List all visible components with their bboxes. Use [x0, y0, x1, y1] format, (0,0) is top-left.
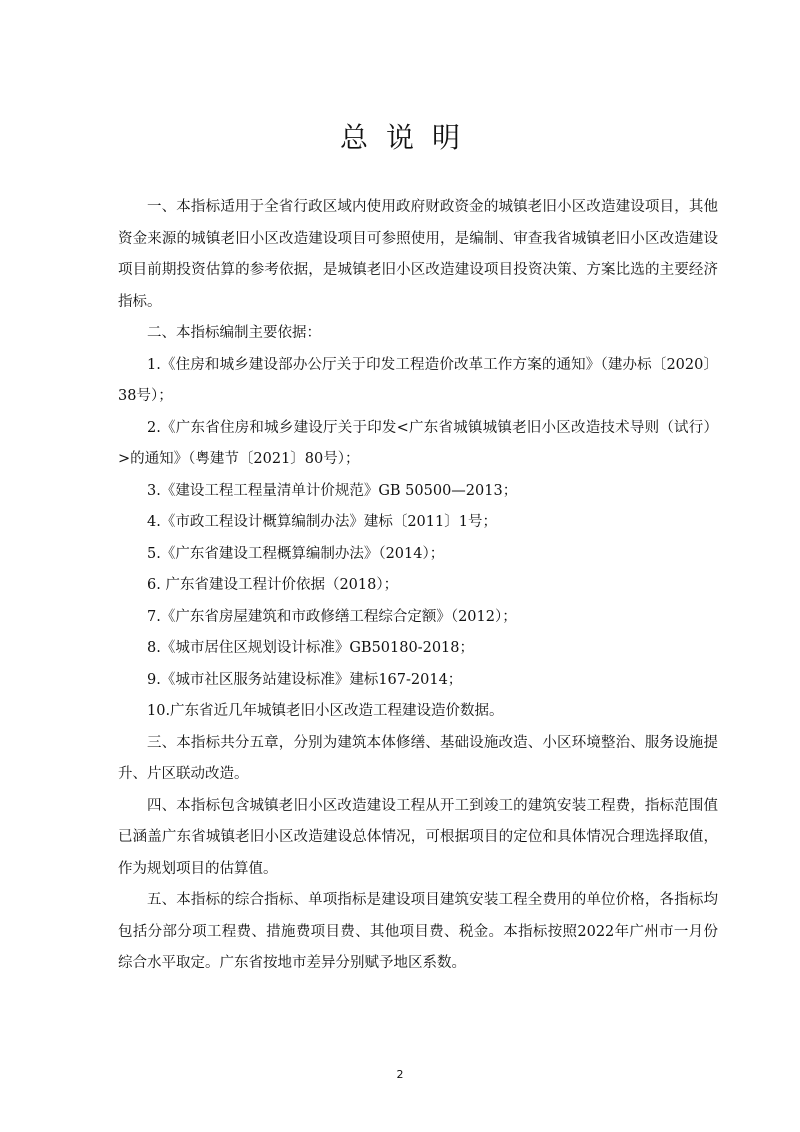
basis-item-7: 7.《广东省房屋建筑和市政修缮工程综合定额》（2012）；	[147, 608, 517, 625]
basis-item-6: 6. 广东省建设工程计价依据（2018）；	[147, 577, 399, 593]
basis-item-9: 9.《城市社区服务站建设标准》建标167-2014；	[147, 671, 463, 688]
basis-item-3: 3.《建设工程工程量清单计价规范》GB 50500—2013；	[147, 482, 518, 499]
paragraph-scope: 一、本指标适用于全省行政区域内使用政府财政资金的城镇老旧小区改造建设项目，其他资金来源的城镇老旧小区改造建设项目可参照使用，是编制、审查我省城镇老旧小区改造建设项目前期投资估算的参考依据，是城镇老旧小区改造建设项目投资决策、方案比选的主要经济指标。	[118, 199, 718, 310]
basis-item-10: 10.广东省近几年城镇老旧小区改造工程建设造价数据。	[147, 703, 504, 719]
basis-item-2: 2.《广东省住房和城乡建设厅关于印发<广东省城镇城镇老旧小区改造技术导则（试行）>的通知》（粤建节〔2021〕80号）；	[118, 419, 718, 467]
paragraph-chapters: 三、本指标共分五章，分别为建筑本体修缮、基础设施改造、小区环境整治、服务设施提升、片区联动改造。	[118, 734, 718, 782]
basis-item-8: 8.《城市居住区规划设计标准》GB50180-2018；	[147, 640, 474, 656]
paragraph-basis-heading: 二、本指标编制主要依据：	[147, 325, 321, 341]
basis-item-4: 4.《市政工程设计概算编制办法》建标〔2011〕1号；	[147, 514, 497, 530]
paragraph-price-basis: 五、本指标的综合指标、单项指标是建设项目建筑安装工程全费用的单位价格，各指标均包括分部分项工程费、措施费项目费、其他项目费、税金。本指标按照2022年广州市一月份综合水平取定。广东省按地市差异分别赋予地区系数。	[118, 892, 718, 971]
basis-item-1: 1.《住房和城乡建设部办公厅关于印发工程造价改革工作方案的通知》（建办标〔2020〕38号）；	[118, 356, 718, 404]
paragraph-cost-coverage: 四、本指标包含城镇老旧小区改造建设工程从开工到竣工的建筑安装工程费，指标范围值已涵盖广东省城镇老旧小区改造建设总体情况，可根据项目的定位和具体情况合理选择取值，作为规划项目的估算值。	[118, 797, 718, 877]
basis-item-5: 5.《广东省建设工程概算编制办法》（2014）；	[147, 545, 445, 562]
page-title: 总说明	[339, 121, 478, 154]
body-text	[118, 192, 718, 980]
page-number: 2	[396, 1068, 404, 1081]
